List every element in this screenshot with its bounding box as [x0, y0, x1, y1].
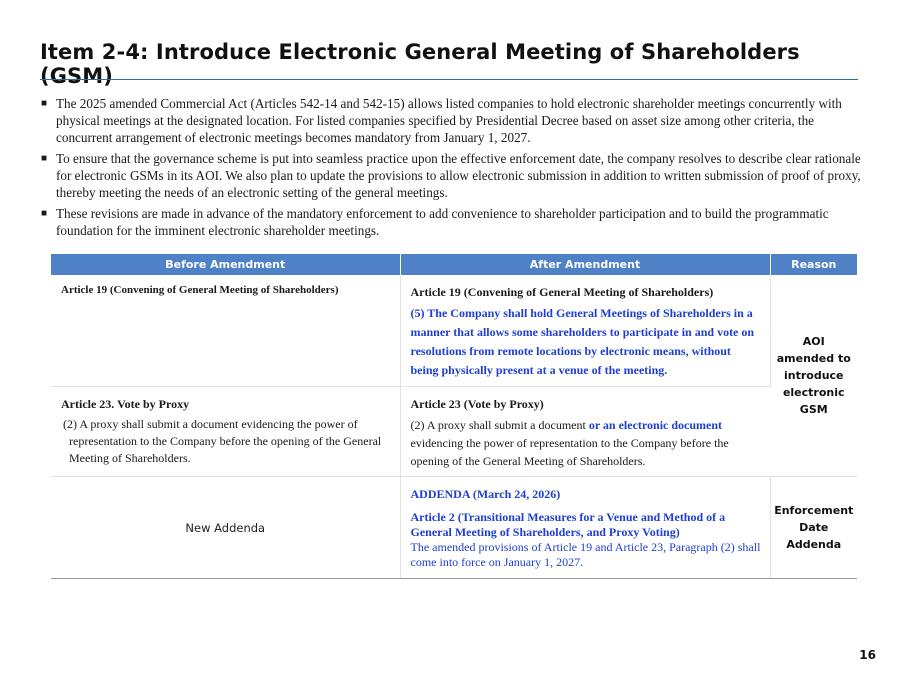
bullet-text: To ensure that the governance scheme is put into seamless practice upon the effective enforcement date, the company resolves to describe clear rationale for electronic GSMs in its AOI. We also plan to update the provisions to allow electronic submission in addition to written submission of proof of proxy, thereby meeting the needs of an electronic setting of the general meetings. — [56, 151, 861, 200]
new-addenda-label: New Addenda — [185, 520, 266, 535]
bullet-item — [40, 95, 862, 146]
reason-cell — [770, 275, 857, 477]
bullet-square-icon: ■ — [41, 153, 48, 164]
reason-text: AOI amended to introduce electronic GSM — [776, 335, 851, 416]
table-header-row — [51, 254, 857, 275]
amendment-table — [51, 254, 857, 579]
before-cell — [51, 275, 400, 387]
after-cell — [400, 477, 770, 579]
title-divider — [40, 79, 858, 80]
before-cell — [51, 477, 400, 579]
after-cell — [400, 387, 770, 477]
before-cell — [51, 387, 400, 477]
bullet-square-icon: ■ — [41, 208, 48, 219]
page-number: 16 — [859, 648, 876, 662]
bullet-item — [40, 205, 862, 239]
before-article-title: Article 19 (Convening of General Meeting of Shareholders) — [61, 284, 339, 296]
table-row — [51, 275, 857, 387]
bullet-item — [40, 150, 862, 201]
after-article-title: Article 23 (Vote by Proxy) — [410, 397, 544, 411]
after-article-title: Article 19 (Convening of General Meeting of Shareholders) — [410, 285, 714, 299]
addenda-article: Article 2 (Transitional Measures for a Venue and Method of a General Meeting of Shareholders, and Proxy Voting) — [410, 510, 726, 539]
before-article-title: Article 23. Vote by Proxy — [61, 397, 190, 411]
reason-text: Enforcement Date Addenda — [774, 504, 854, 551]
table-row — [51, 477, 857, 579]
after-text-part: (2) A proxy shall submit a document — [410, 418, 589, 432]
page-title: Item 2-4: Introduce Electronic General Meeting of Shareholders (GSM) — [40, 40, 800, 88]
table-row — [51, 387, 857, 477]
bullet-square-icon: ■ — [41, 98, 48, 109]
after-cell — [400, 275, 770, 387]
after-article-text — [411, 416, 763, 470]
addenda-text: The amended provisions of Article 19 and Article 23, Paragraph (2) shall come into force on January 1, 2027. — [410, 540, 761, 569]
reason-cell — [770, 477, 857, 579]
header-before: Before Amendment — [51, 254, 400, 275]
after-article-text: (5) The Company shall hold General Meetings of Shareholders in a manner that allows some shareholders to participate in and vote on resolutions from remote locations by electronic means, without being physically present at a venue of the meeting. — [410, 306, 755, 377]
bullet-list — [40, 95, 862, 243]
addenda-title: ADDENDA (March 24, 2026) — [410, 487, 561, 501]
after-text-highlight: or an electronic document — [588, 418, 723, 432]
before-article-text: (2) A proxy shall submit a document evidencing the power of representation to the Company before the opening of the General Meeting of Shareholders. — [63, 417, 382, 465]
after-text-part: evidencing the power of representation to the Company before the opening of the General Meeting of Shareholders. — [410, 436, 729, 468]
header-after: After Amendment — [400, 254, 770, 275]
bullet-text: The 2025 amended Commercial Act (Articles 542-14 and 542-15) allows listed companies to hold electronic shareholder meetings concurrently with physical meetings at the designated location. For listed companies specified by Presidential Decree based on asset size among other criteria, the concurrent arrangement of electronic meetings becomes mandatory from January 1, 2027. — [56, 96, 842, 145]
header-reason: Reason — [770, 254, 857, 275]
bullet-text: These revisions are made in advance of the mandatory enforcement to add convenience to shareholder participation and to build the programmatic foundation for the imminent electronic shareholder meetings. — [56, 206, 829, 238]
